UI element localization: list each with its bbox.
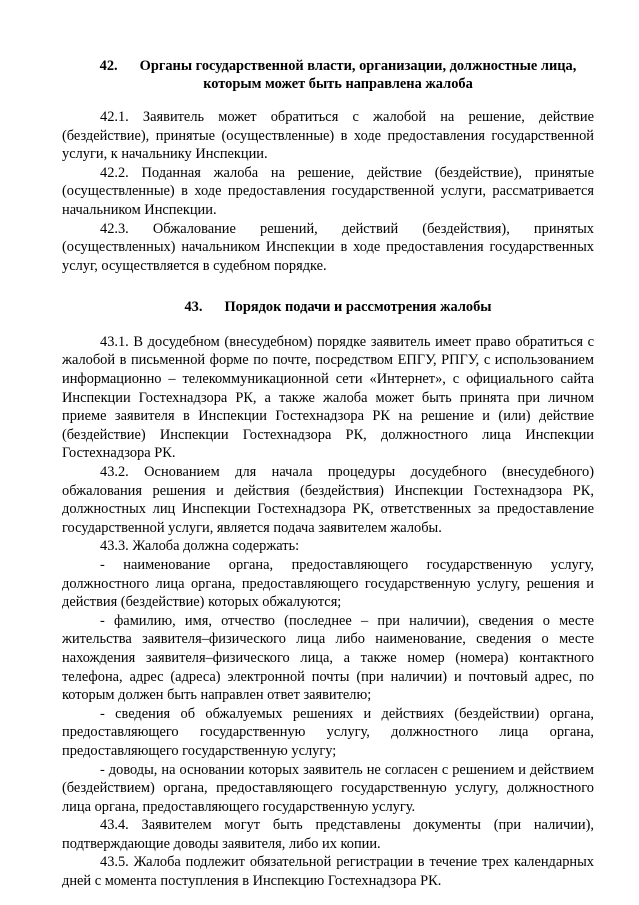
section-43-number: 43. (184, 299, 203, 316)
paragraph-42-2: 42.2. Поданная жалоба на решение, действие (бездействие), принятые (осуществленные) в ходе предоставления государственной услуги, рассматривается начальником Инспекции. (62, 164, 594, 218)
paragraph-43-4: 43.4. Заявителем могут быть представлены документы (при наличии), подтверждающие доводы заявителя, либо их копии. (62, 817, 594, 852)
section-42-title: Органы государственной власти, организации, должностные лица, которым может быть направлена жалоба (139, 58, 577, 92)
paragraph-42-1: 42.1. Заявитель может обратиться с жалобой на решение, действие (бездействие), принятые (осуществленные) в ходе предоставления государственной услуги, к начальнику Инспекции. (62, 109, 594, 163)
paragraph-43-1: 43.1. В досудебном (внесудебном) порядке заявитель имеет право обратиться с жалобой в письменной форме по почте, посредством ЕПГУ, РПГУ, с использованием информационно – телекоммуникационной сети «Интернет», с официального сайта Инспекции Гостехнадзора РК, а также жалоба может быть принята при личном приеме заявителя в Инспекции Гостехнадзора РК на решение и (или) действие (бездействие) Инспекции Гостехнадзора РК, должностного лица Инспекции Гостехнадзора РК. (62, 333, 594, 462)
document-page (62, 58, 594, 891)
paragraph-42-3: 42.3. Обжалование решений, действий (бездействия), принятых (осуществленных) начальником Инспекции в ходе предоставления государственных услуг, осуществляется в судебном порядке. (62, 220, 594, 274)
paragraph-43-2: 43.2. Основанием для начала процедуры досудебного (внесудебного) обжалования решения и действия (бездействия) Инспекции Гостехнадзора РК, должностных лиц Инспекции Гостехнадзора РК, ответственных за предоставление государственной услуги, является подача заявителем жалобы. (62, 464, 594, 536)
section-43-heading (62, 299, 594, 317)
section-42-heading (62, 58, 594, 93)
section-42-number: 42. (99, 58, 118, 74)
list-item-applicant-info: - фамилию, имя, отчество (последнее – при наличии), сведения о месте жительства заявителя–физического лица либо наименование, сведения о месте нахождения заявителя–физического лица, а также номер (номера) контактного телефона, адрес (адреса) электронной почты (при наличии) и почтовый адрес, по которым должен быть направлен ответ заявителю; (62, 612, 594, 704)
list-item-organ: - наименование органа, предоставляющего государственную услугу, должностного лица органа, предоставляющего государственную услугу, решения и действия (бездействие) которых обжалуются; (62, 556, 594, 611)
paragraph-43-3: 43.3. Жалоба должна содержать: (100, 538, 300, 555)
list-item-arguments: - доводы, на основании которых заявитель не согласен с решением и действием (бездействием) органа, предоставляющего государственную услугу, должностного лица органа, предоставляющего государственную услугу. (62, 761, 594, 815)
paragraph-43-5: 43.5. Жалоба подлежит обязательной регистрации в течение трех календарных дней с момента поступления в Инспекцию Гостехнадзора РК. (62, 854, 594, 890)
section-43-title: Порядок подачи и рассмотрения жалобы (224, 299, 492, 316)
list-item-appealed-decisions: - сведения об обжалуемых решениях и действиях (бездействии) органа, предоставляющего государственную услугу, должностного лица органа, предоставляющего государственную услугу; (62, 705, 594, 759)
